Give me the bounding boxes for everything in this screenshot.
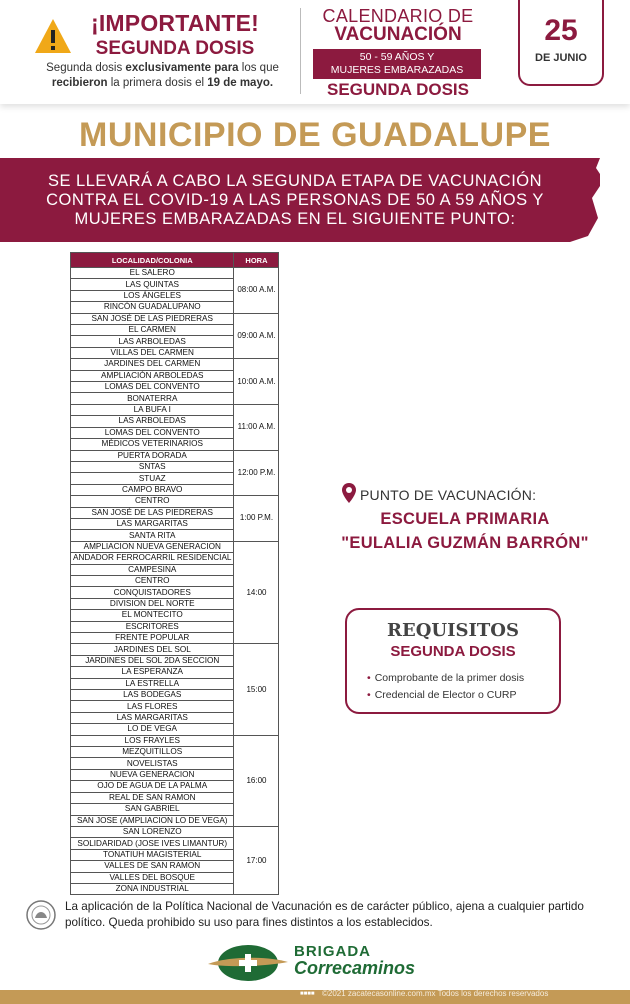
locality-cell: LO DE VEGA (71, 724, 234, 735)
vaccination-point-label: PUNTO DE VACUNACIÓN: (360, 487, 537, 503)
table-row (71, 359, 279, 370)
locality-cell: BONATERRA (71, 393, 234, 404)
time-cell: 10:00 A.M. (234, 359, 279, 405)
locality-cell: LOMAS DEL CONVENTO (71, 427, 234, 438)
locality-cell: LAS MARGARITAS (71, 518, 234, 529)
locality-cell: LAS QUINTAS (71, 279, 234, 290)
locality-cell: LAS ARBOLEDAS (71, 416, 234, 427)
announcement-line2: CONTRA EL COVID-19 A LAS PERSONAS DE 50 A 59 AÑOS Y (46, 191, 544, 209)
locality-cell: SAN JOSE (AMPLIACION LO DE VEGA) (71, 815, 234, 826)
announcement-line1: SE LLEVARÁ A CABO LA SEGUNDA ETAPA DE VACUNACIÓN (47, 172, 543, 190)
requirements-box (345, 608, 561, 714)
brand-line2: Correcaminos (294, 958, 416, 978)
locality-cell: EL MONTECITO (71, 610, 234, 621)
table-row (71, 268, 279, 279)
time-cell: 15:00 (234, 644, 279, 735)
location-pin-icon (342, 483, 356, 503)
government-seal-icon (26, 900, 56, 930)
locality-cell: EL CARMEN (71, 325, 234, 336)
locality-cell: LA ESTRELLA (71, 678, 234, 689)
locality-cell: JARDINES DEL SOL (71, 644, 234, 655)
locality-cell: ZONA INDUSTRIAL (71, 883, 234, 894)
table-row (71, 644, 279, 655)
locality-cell: LOS FRAYLES (71, 735, 234, 746)
column-header-locality: LOCALIDAD/COLONIA (71, 253, 234, 268)
locality-cell: CENTRO (71, 575, 234, 586)
locality-cell: SANTA RITA (71, 530, 234, 541)
date-day: 25 (544, 14, 578, 47)
age-group-line1: 50 - 59 AÑOS Y (359, 51, 435, 63)
schedule-table (70, 252, 279, 895)
locality-cell: STUAZ (71, 473, 234, 484)
time-cell: 12:00 P.M. (234, 450, 279, 496)
table-row (71, 404, 279, 415)
brand-line1: BRIGADA (294, 943, 371, 960)
locality-cell: MEZQUITILLOS (71, 747, 234, 758)
warning-icon (33, 16, 73, 56)
locality-cell: LOMAS DEL CONVENTO (71, 382, 234, 393)
locality-cell: LAS MARGARITAS (71, 712, 234, 723)
locality-cell: EL SALERO (71, 268, 234, 279)
locality-cell: ESCRITORES (71, 621, 234, 632)
locality-cell: CENTRO (71, 496, 234, 507)
column-header-time: HORA (234, 253, 279, 268)
calendar-title: CALENDARIO DE (322, 6, 474, 26)
locality-cell: TONATIUH MAGISTERIAL (71, 849, 234, 860)
locality-cell: NOVELISTAS (71, 758, 234, 769)
locality-cell: RINCÓN GUADALUPANO (71, 302, 234, 313)
locality-cell: DIVISION DEL NORTE (71, 598, 234, 609)
requirements-subtitle: SEGUNDA DOSIS (390, 643, 516, 660)
locality-cell: LAS ARBOLEDAS (71, 336, 234, 347)
time-cell: 17:00 (234, 826, 279, 894)
locality-cell: OJO DE AGUA DE LA PALMA (71, 781, 234, 792)
dose-label: SEGUNDA DOSIS (326, 80, 469, 99)
table-row (71, 735, 279, 746)
announcement-text (20, 172, 570, 229)
second-dose-notice: Segunda dosis exclusivamente para los que recibieron la primera dosis el 19 de mayo. (46, 62, 279, 89)
table-row (71, 541, 279, 552)
locality-cell: CAMPESINA (71, 564, 234, 575)
date-box (518, 0, 604, 86)
locality-cell: LOS ÁNGELES (71, 290, 234, 301)
locality-cell: SAN JOSÉ DE LAS PIEDRERAS (71, 313, 234, 324)
locality-cell: SAN JOSÉ DE LAS PIEDRERAS (71, 507, 234, 518)
table-row (71, 826, 279, 837)
school-name-line2: "EULALIA GUZMÁN BARRÓN" (341, 534, 589, 552)
brigada-logo-icon (208, 942, 288, 984)
time-cell: 14:00 (234, 541, 279, 644)
vaccination-title: VACUNACIÓN (334, 24, 462, 45)
time-cell: 1:00 P.M. (234, 496, 279, 542)
locality-cell: PUERTA DORADA (71, 450, 234, 461)
locality-cell: VALLES DE SAN RAMON (71, 861, 234, 872)
requirements-title: REQUISITOS (387, 620, 519, 641)
locality-cell: LAS FLORES (71, 701, 234, 712)
locality-cell: SAN GABRIEL (71, 804, 234, 815)
locality-cell: AMPLIACIÓN ARBOLEDAS (71, 370, 234, 381)
time-cell: 11:00 A.M. (234, 404, 279, 450)
time-cell: 09:00 A.M. (234, 313, 279, 359)
legal-disclaimer: La aplicación de la Política Nacional de Vacunación es de carácter público, ajena a cualquier partido político. Queda prohibido su uso para fines distintos a los establecidos. (65, 900, 584, 929)
municipality-title: MUNICIPIO DE GUADALUPE (79, 116, 551, 154)
locality-cell: JARDINES DEL SOL 2DA SECCION (71, 655, 234, 666)
locality-cell: CONQUISTADORES (71, 587, 234, 598)
locality-cell: ANDADOR FERROCARRIL RESIDENCIAL (71, 553, 234, 564)
table-row (71, 496, 279, 507)
locality-cell: SOLIDARIDAD (JOSE IVES LIMANTUR) (71, 838, 234, 849)
locality-cell: NUEVA GENERACION (71, 769, 234, 780)
requirement-item: • Comprobante de la primer dosis (367, 672, 524, 684)
locality-cell: JARDINES DEL CARMEN (71, 359, 234, 370)
locality-cell: VALLES DEL BOSQUE (71, 872, 234, 883)
time-cell: 08:00 A.M. (234, 268, 279, 314)
locality-cell: LA ESPERANZA (71, 667, 234, 678)
important-title: ¡IMPORTANTE! (90, 10, 260, 36)
date-month: DE JUNIO (535, 52, 587, 64)
requirement-item: • Credencial de Elector o CURP (367, 689, 517, 701)
locality-cell: SAN LORENZO (71, 826, 234, 837)
table-row (71, 313, 279, 324)
important-subtitle: SEGUNDA DOSIS (95, 38, 255, 59)
locality-cell: CAMPO BRAVO (71, 484, 234, 495)
school-name-line1: ESCUELA PRIMARIA (380, 510, 550, 528)
locality-cell: LAS BODEGAS (71, 690, 234, 701)
social-icons: ■■■■ (300, 991, 315, 997)
locality-cell: SNTAS (71, 461, 234, 472)
locality-cell: MÉDICOS VETERINARIOS (71, 439, 234, 450)
table-row (71, 450, 279, 461)
locality-cell: VILLAS DEL CARMEN (71, 347, 234, 358)
copyright-text: ©2021 zacatecasonline.com.mx Todos los derechos reservados (322, 989, 549, 998)
locality-cell: AMPLIACION NUEVA GENERACION (71, 541, 234, 552)
age-group-badge (313, 49, 481, 79)
locality-cell: FRENTE POPULAR (71, 633, 234, 644)
age-group-line2: MUJERES EMBARAZADAS (330, 64, 464, 76)
time-cell: 16:00 (234, 735, 279, 826)
locality-cell: LA BUFA I (71, 404, 234, 415)
locality-cell: REAL DE SAN RAMON (71, 792, 234, 803)
announcement-line3: MUJERES EMBARAZADAS EN EL SIGUIENTE PUNTO: (74, 210, 516, 228)
